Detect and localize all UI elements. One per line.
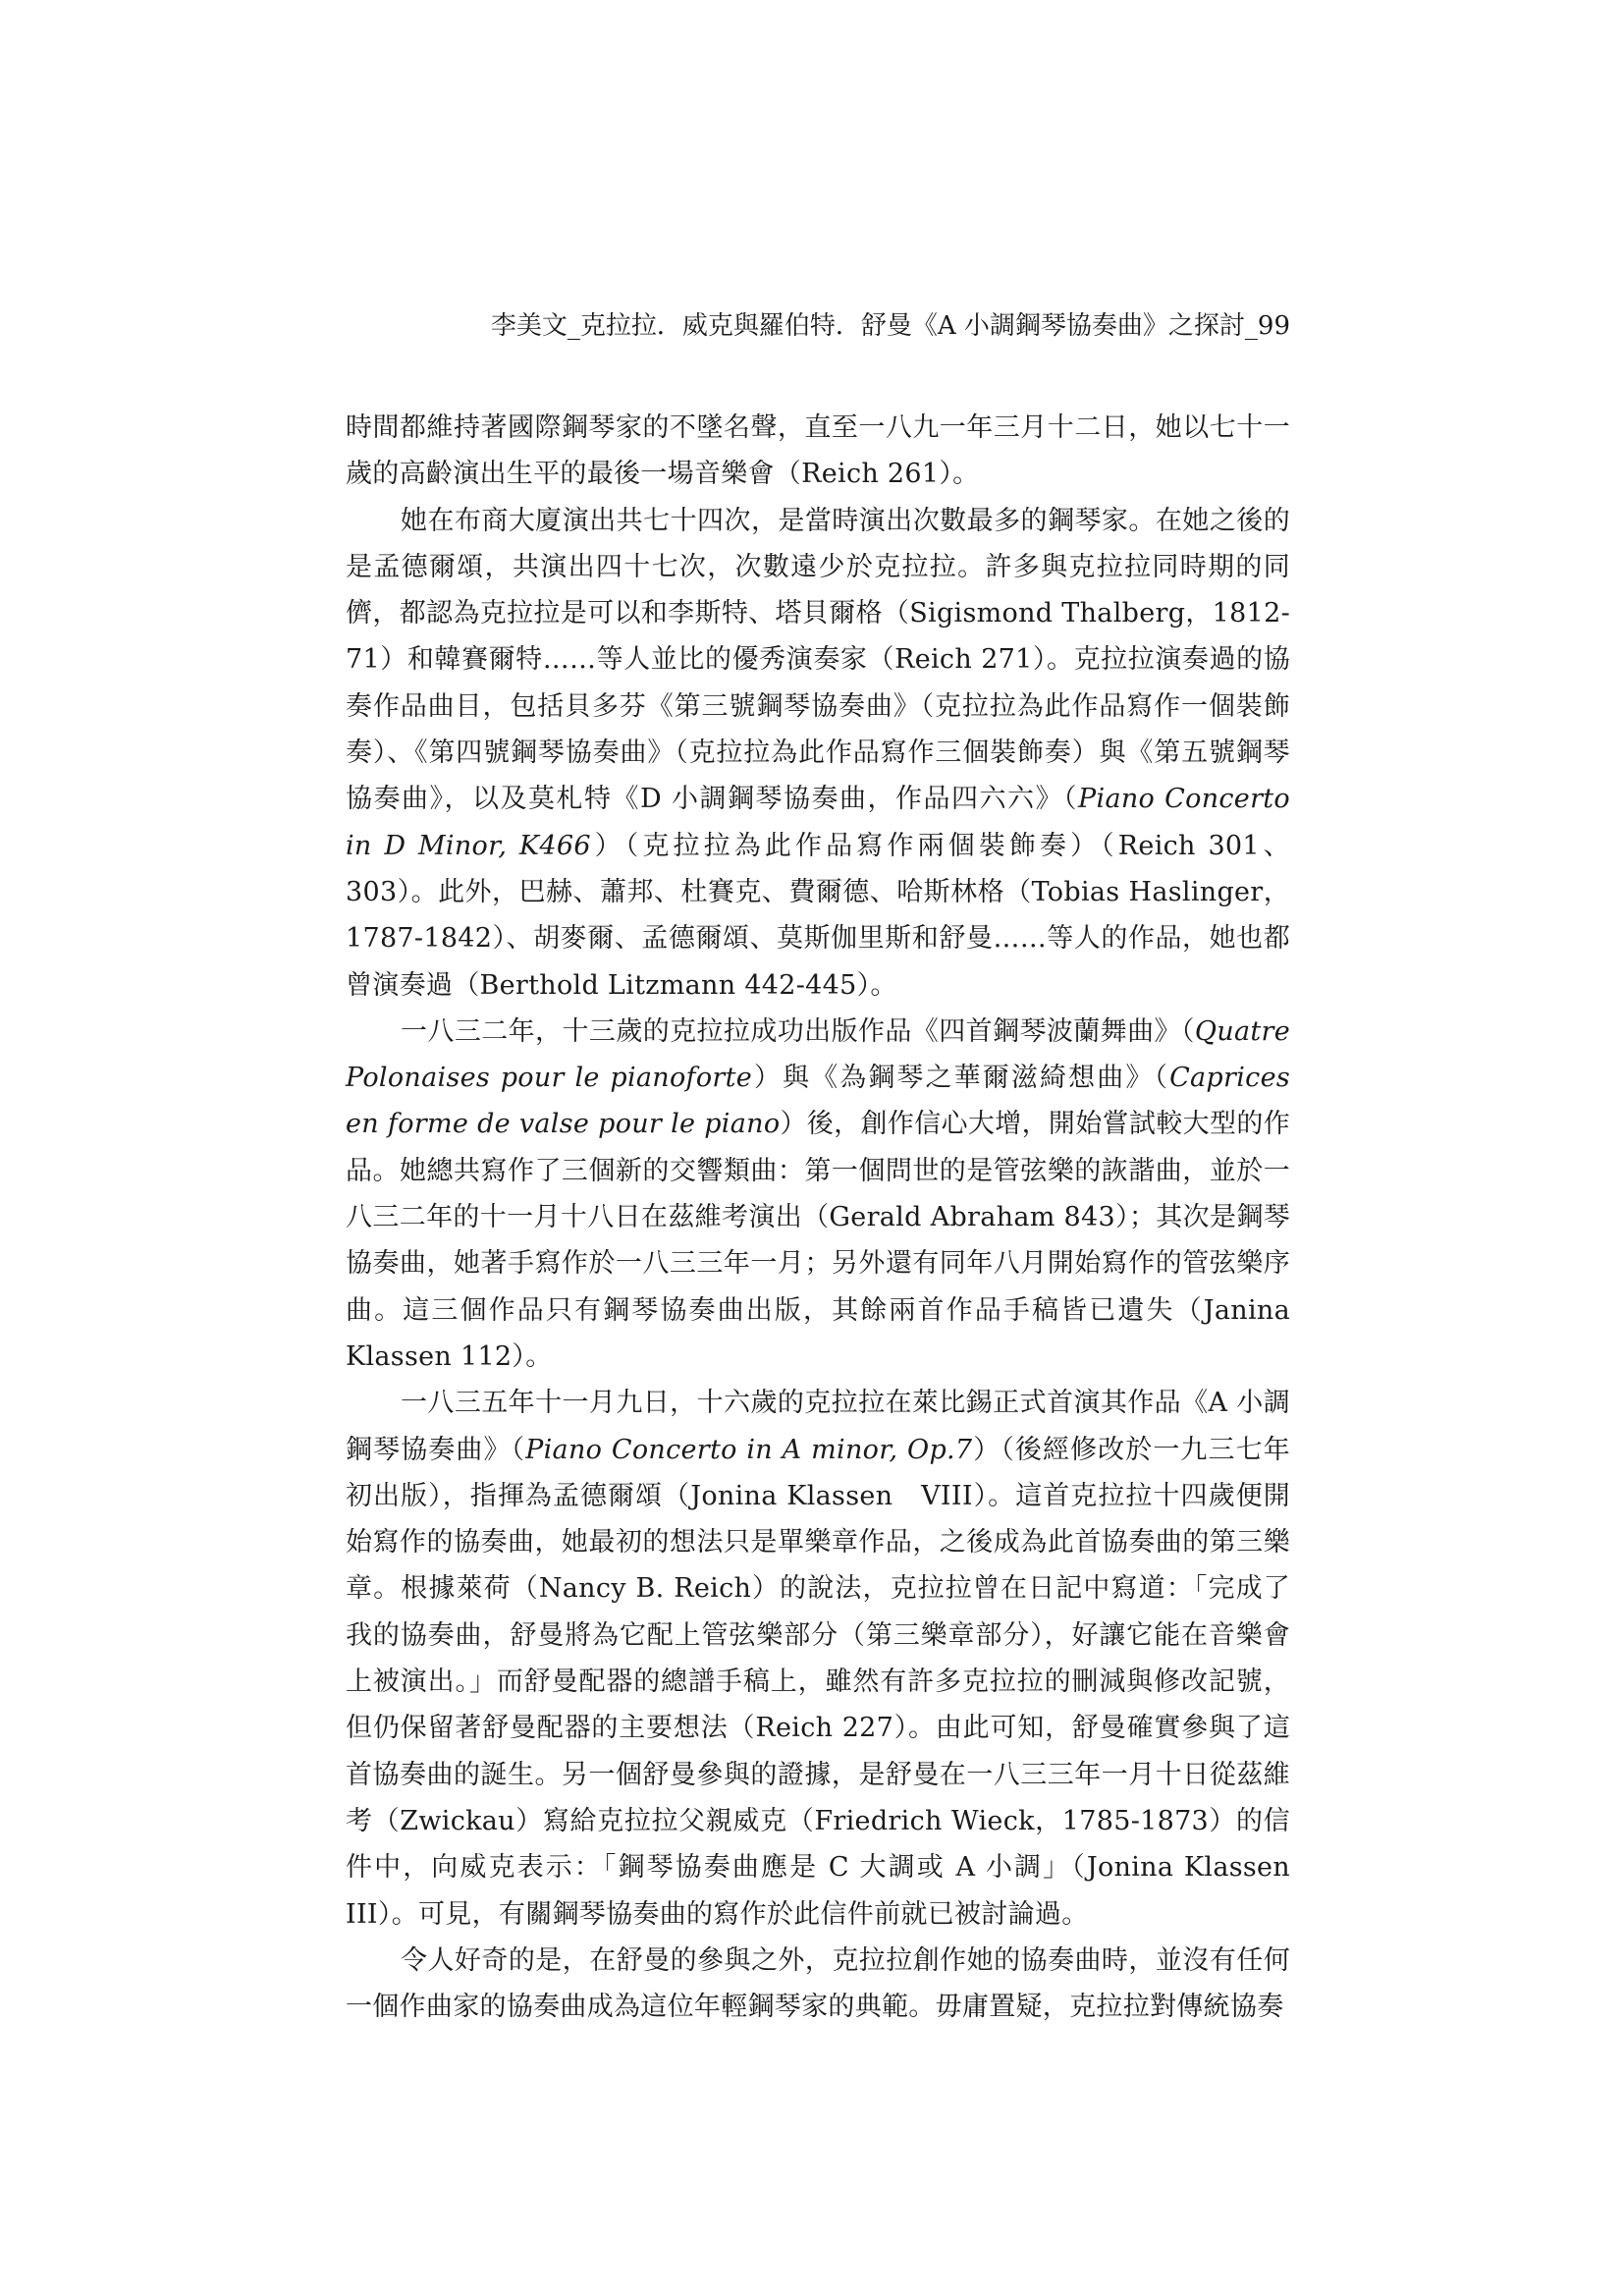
body-text [346,405,1290,2030]
paragraph-2 [346,498,1290,1009]
text-run: 一八三二年，十三歲的克拉拉成功出版作品《四首鋼琴波蘭舞曲》（ [401,1015,1195,1047]
italic-title: Quatre Polonaises pour le pianoforte [346,1015,1290,1094]
text-run: 一八三五年十一月九日，十六歲的克拉拉在萊比錫正式首演其作品《A 小調鋼琴協奏曲》（ [346,1388,1290,1465]
paragraph-5 [346,1938,1290,2031]
paragraph-1 [346,405,1290,498]
text-run: ）（克拉拉為此作品寫作兩個裝飾奏）（Reich 301、303）。此外，巴赫、蕭邦、杜賽克、費爾德、哈斯林格（Tobias Haslinger，1787-1842）、胡麥爾、孟德爾頌、莫斯伽里斯和舒曼……等人的作品，她也都曾演奏過（Berthold Litzmann 442-445）。 [346,830,1290,1001]
text-run: 時間都維持著國際鋼琴家的不墜名聲，直至一八九一年三月十二日，她以七十一歲的高齡演出生平的最後一場音樂會（Reich 261）。 [346,412,1290,490]
italic-title: Piano Concerto in D Minor, K466 [346,784,1290,861]
paragraph-4 [346,1380,1290,1938]
italic-title: Piano Concerto in A minor, Op.7 [525,1434,973,1465]
text-run: ）（後經修改於一九三七年初出版），指揮為孟德爾頌（Jonina Klassen VIII）。這首克拉拉十四歲便開始寫作的協奏曲，她最初的想法只是單樂章作品，之後成為此首協奏曲的第三樂章。根據萊荷（Nancy B. Reich）的說法，克拉拉曾在日記中寫道：「完成了我的協奏曲，舒曼將為它配上管弦樂部分（第三樂章部分），好讓它能在音樂會上被演出。」而舒曼配器的總譜手稿上，雖然有許多克拉拉的刪減與修改記號，但仍保留著舒曼配器的主要想法（Reich 227）。由此可知，舒曼確實參與了這首協奏曲的誕生。另一個舒曼參與的證據，是舒曼在一八三三年一月十日從茲維考（Zwickau）寫給克拉拉父親威克（Friedrich Wieck，1785-1873）的信件中，向威克表示：「鋼琴協奏曲應是 C 大調或 A 小調」（Jonina Klassen III）。可見，有關鋼琴協奏曲的寫作於此信件前就已被討論過。 [346,1434,1291,1930]
text-run: ）與《為鋼琴之華爾滋綺想曲》（ [752,1063,1170,1094]
running-header: 李美文_克拉拉．威克與羅伯特．舒曼《A 小調鋼琴協奏曲》之探討_99 [490,311,1290,341]
text-run: 令人好奇的是，在舒曼的參與之外，克拉拉創作她的協奏曲時，並沒有任何一個作曲家的協奏曲成為這位年輕鋼琴家的典範。毋庸置疑，克拉拉對傳統協奏 [346,1944,1290,2023]
text-run: 她在布商大廈演出共七十四次，是當時演出次數最多的鋼琴家。在她之後的是孟德爾頌，共演出四十七次，次數遠少於克拉拉。許多與克拉拉同時期的同儕，都認為克拉拉是可以和李斯特、塔貝爾格（Sigismond Thalberg，1812-71）和韓賽爾特……等人並比的優秀演奏家（Reich 271）。克拉拉演奏過的協奏作品曲目，包括貝多芬《第三號鋼琴協奏曲》（克拉拉為此作品寫作一個裝飾奏）、《第四號鋼琴協奏曲》（克拉拉為此作品寫作三個裝飾奏）與《第五號鋼琴協奏曲》，以及莫札特《D 小調鋼琴協奏曲，作品四六六》（ [346,505,1290,815]
italic-title: Caprices en forme de valse pour le piano [346,1063,1291,1140]
text-run: ）後，創作信心大增，開始嘗試較大型的作品。她總共寫作了三個新的交響類曲：第一個問世的是管弦樂的詼諧曲，並於一八三二年的十一月十八日在茲維考演出（Gerald Abraham 843）；其次是鋼琴協奏曲，她著手寫作於一八三三年一月；另外還有同年八月開始寫作的管弦樂序曲。這三個作品只有鋼琴協奏曲出版，其餘兩首作品手稿皆已遺失（Janina Klassen 112）。 [346,1109,1291,1372]
paragraph-3 [346,1009,1290,1380]
